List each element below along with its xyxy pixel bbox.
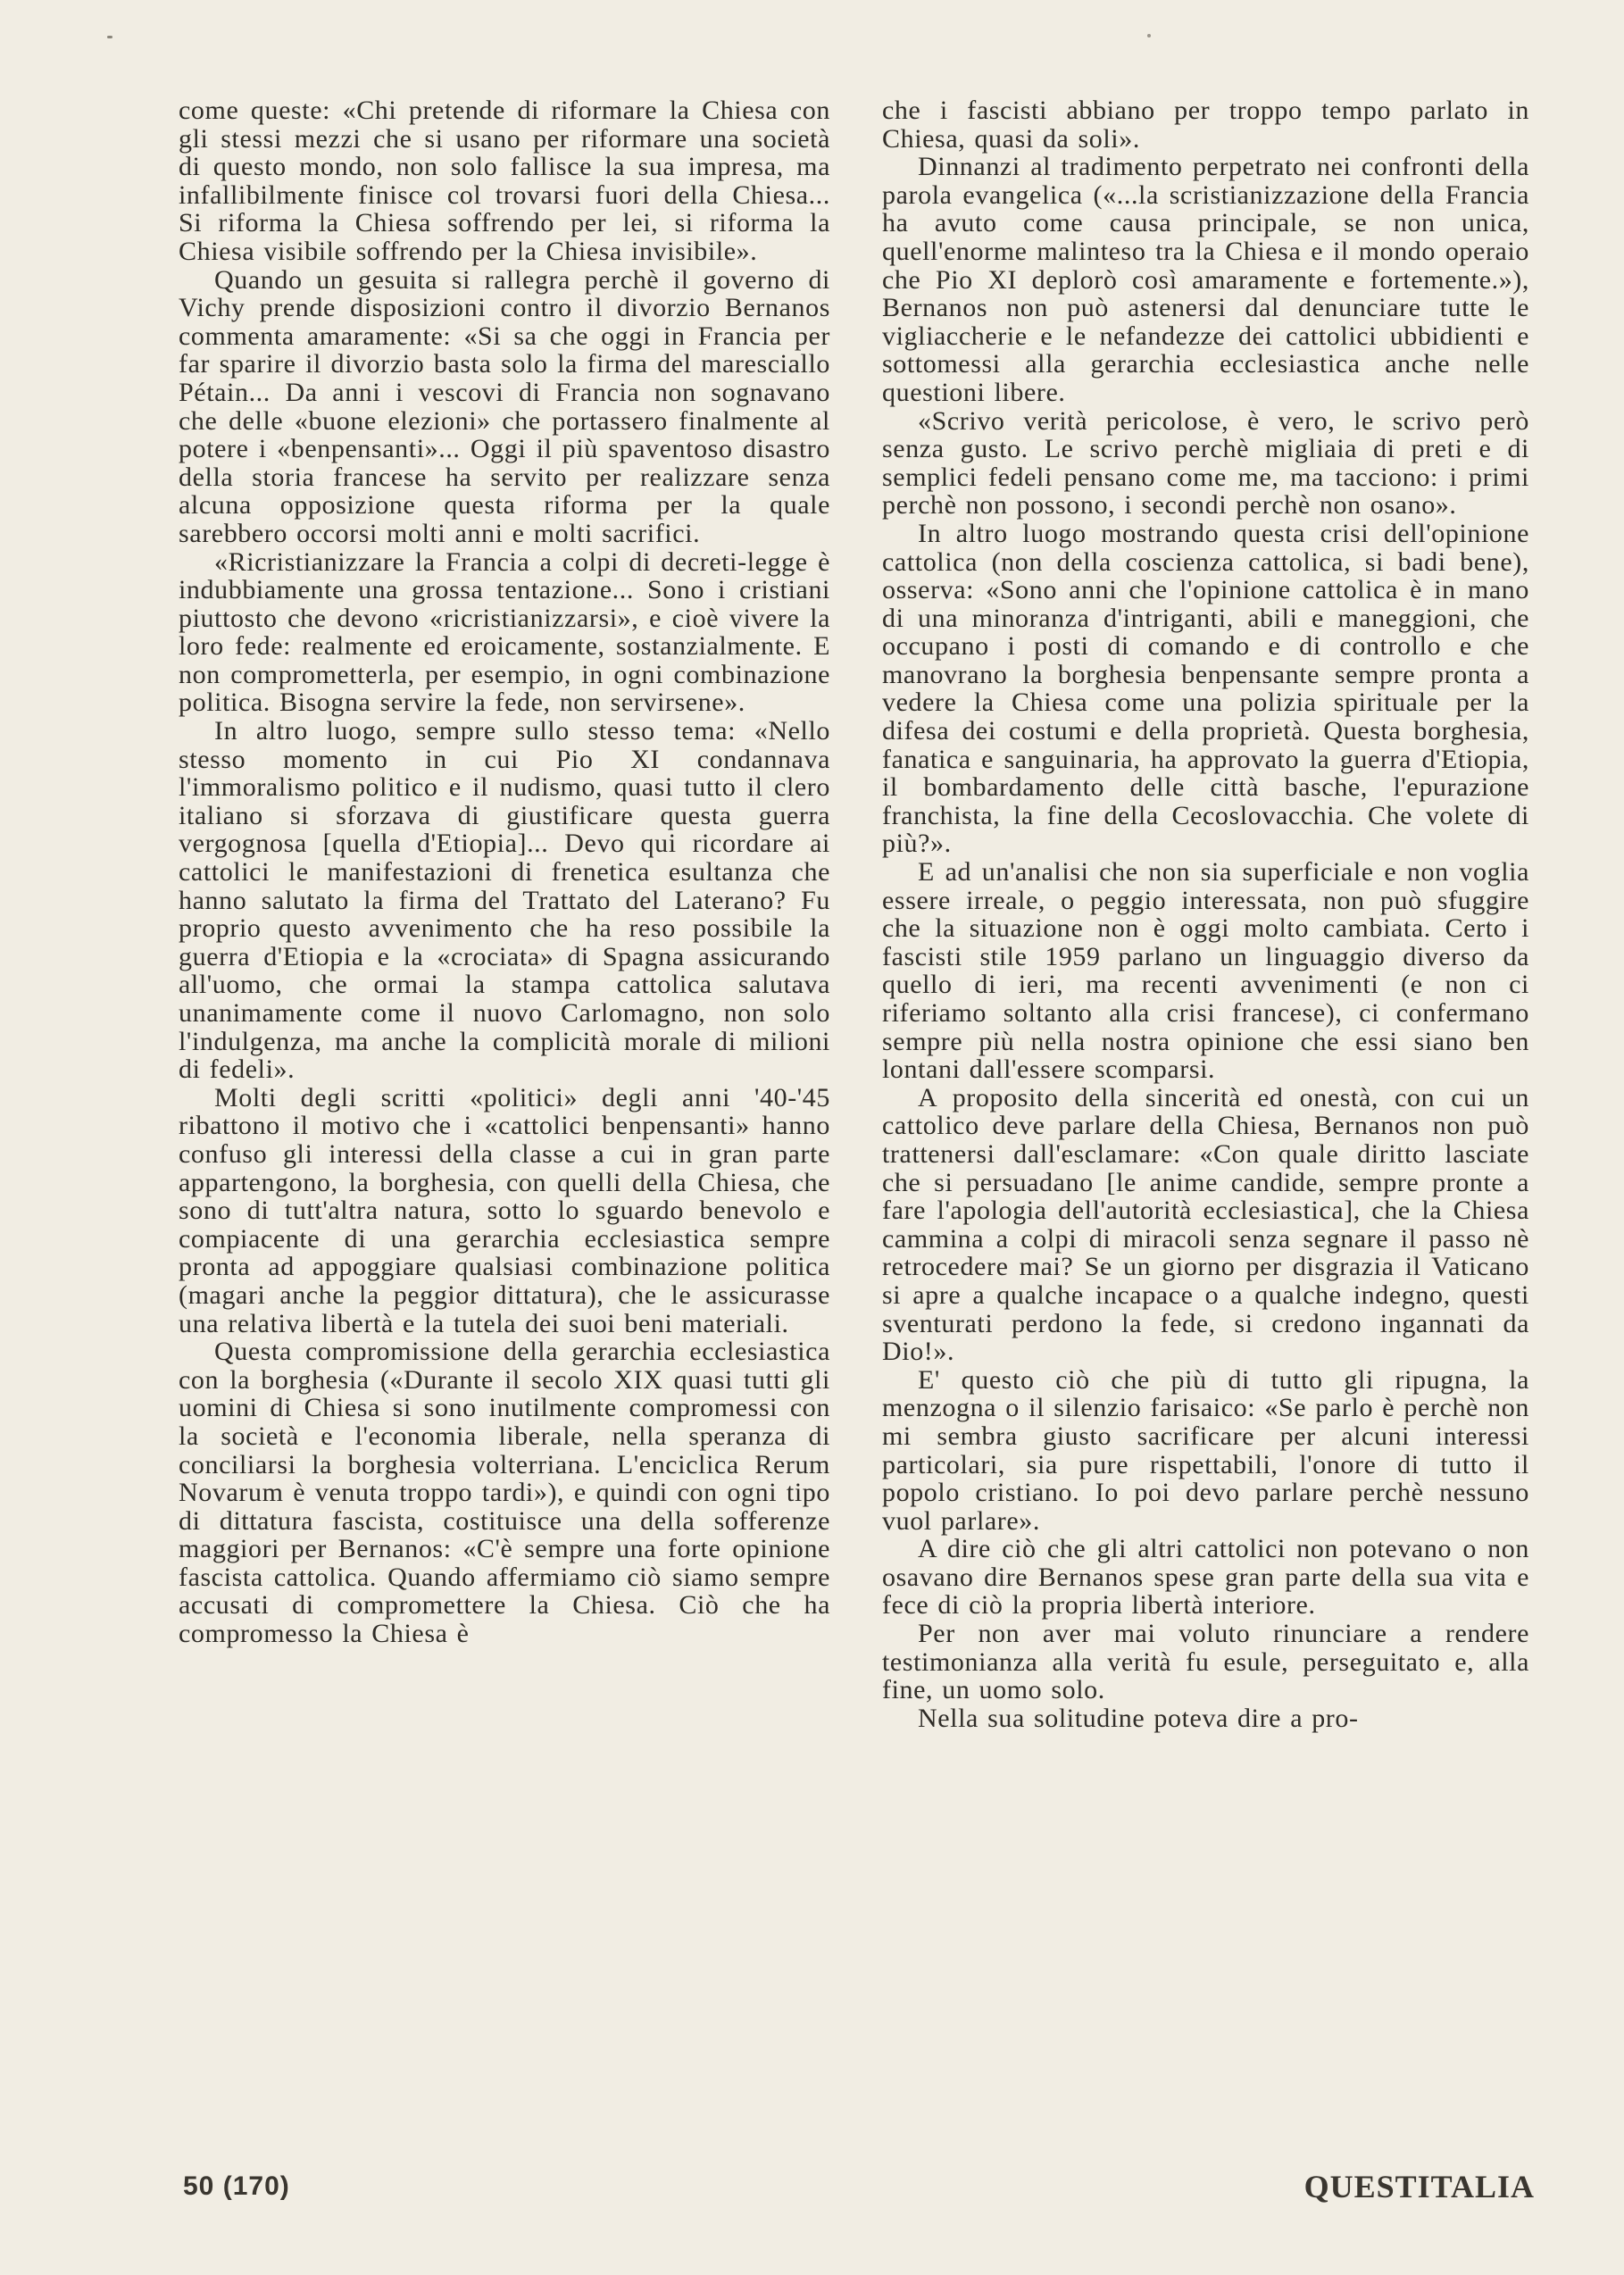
- paragraph: Per non aver mai voluto rinunciare a rendere testimonianza alla verità fu esule, perseguitato e, alla fine, un uomo solo.: [882, 1619, 1529, 1705]
- right-column: [882, 96, 1529, 1732]
- paragraph: A dire ciò che gli altri cattolici non potevano o non osavano dire Bernanos spese gran parte della sua vita e fece di ciò la propria libertà interiore.: [882, 1534, 1529, 1621]
- paragraph: In altro luogo mostrando questa crisi dell'opinione cattolica (non della coscienza cattolica, si badi bene), osserva: «Sono anni che l'opinione cattolica è in mano di una minoranza d'intriganti, abili e maneggioni, che occupano i posti di comando e di controllo e che manovrano la borghesia benpensante sempre pronta a vedere la Chiesa come una polizia spirituale per la difesa dei costumi e della proprietà. Questa borghesia, fanatica e sanguinaria, ha approvato la guerra d'Etiopia, il bombardamento delle città basche, l'epurazione franchista, la fine della Cecoslovacchia. Che volete di più?».: [882, 518, 1529, 859]
- scan-speck: [107, 36, 112, 38]
- paragraph: che i fascisti abbiano per troppo tempo parlato in Chiesa, quasi da soli».: [882, 96, 1529, 154]
- paragraph: Quando un gesuita si rallegra perchè il governo di Vichy prende disposizioni contro il divorzio Bernanos commenta amaramente: «Si sa che oggi in Francia per far sparire il divorzio basta solo la firma del maresciallo Pétain... Da anni i vescovi di Francia non sognavano che delle «buone elezioni» che portassero finalmente al potere i «benpensanti»... Oggi il più spaventoso disastro della storia francese ha servito per realizzare senza alcuna opposizione questa riforma per la quale sarebbero occorsi molti anni e molti sacrifici.: [179, 264, 830, 548]
- paragraph: Nella sua solitudine poteva dire a pro-: [918, 1703, 1359, 1733]
- scan-speck: [1147, 34, 1151, 38]
- paragraph: Dinnanzi al tradimento perpetrato nei confronti della parola evangelica («...la scristianizzazione della Francia ha avuto come causa principale, se non unica, quell'enorme malinteso tra la Chiesa e il mondo operaio che Pio XI deplorò così amaramente e fortemente.»), Bernanos non può astenersi dal denunciare tutte le vigliaccherie e le nefandezze dei cattolici ubbidienti e sottomessi alla gerarchia ecclesiastica anche nelle questioni libere.: [882, 152, 1529, 407]
- paragraph: E' questo ciò che più di tutto gli ripugna, la menzogna o il silenzio farisaico: «Se parlo è perchè non mi sembra giusto sacrificare per alcuni interessi particolari, sia pure rispettabili, l'onore di tutto il popolo cristiano. Io poi devo parlare perchè nessuno vuol parlare».: [882, 1364, 1529, 1536]
- paragraph: E ad un'analisi che non sia superficiale e non voglia essere irreale, o peggio interessata, non può sfuggire che la situazione non è oggi molto cambiata. Certo i fascisti stile 1959 parlano un linguaggio diverso da quello di ieri, ma recenti avvenimenti (e non ci riferiamo soltanto alla crisi francese), ci confermano sempre più nella nostra opinione che essi siano ben lontani dall'essere scomparsi.: [882, 857, 1529, 1085]
- paragraph: «Scrivo verità pericolose, è vero, le scrivo però senza gusto. Le scrivo perchè migliaia di preti e di semplici fedeli pensano come me, ma tacciono: i primi perchè non possono, i secondi perchè non osano».: [882, 405, 1529, 521]
- magazine-name: QUESTITALIA: [1303, 2169, 1535, 2204]
- paragraph: «Ricristianizzare la Francia a colpi di decreti-legge è indubbiamente una grossa tentazione... Sono i cristiani piuttosto che devono «ricristianizzarsi», e cioè vivere la loro fede: realmente ed eroicamente, sostanzialmente. E non comprometterla, per esempio, in ogni combinazione politica. Bisogna servire la fede, non servirsene».: [179, 546, 830, 718]
- paragraph: Questa compromissione della gerarchia ecclesiastica con la borghesia («Durante il secolo XIX quasi tutti gli uomini di Chiesa si sono inutilmente compromessi con la società e l'economia liberale, nella speranza di conciliarsi la borghesia volterriana. L'enciclica Rerum Novarum è venuta troppo tardi»), e quindi con ogni tipo di dittatura fascista, costituisce una della sofferenze maggiori per Bernanos: «C'è sempre una forte opinione fascista cattolica. Quando affermiamo ciò siamo sempre accusati di compromettere la Chiesa. Ciò che ha compromesso la Chiesa è: [179, 1337, 830, 1649]
- paragraph: A proposito della sincerità ed onestà, con cui un cattolico deve parlare della Chiesa, Bernanos non può trattenersi dall'esclamare: «Con quale diritto lasciate che si persuadano [le anime candide, sempre pronte a fare l'apologia dell'autorità ecclesiastica], che la Chiesa cammina a colpi di miracoli senza segnare il passo nè retrocedere mai? Se un giorno per disgrazia il Vaticano si apre a qualche incapace o a qualche indegno, questi sventurati perdono la fede, si credono ingannati da Dio!».: [882, 1082, 1529, 1367]
- left-column: [179, 96, 830, 1648]
- paragraph: In altro luogo, sempre sullo stesso tema: «Nello stesso momento in cui Pio XI condannava l'immoralismo politico e il nudismo, quasi tutto il clero italiano si sforzava di giustificare questa guerra vergognosa [quella d'Etiopia]... Devo qui ricordare ai cattolici le manifestazioni di frenetica esultanza che hanno salutato la firma del Trattato del Laterano? Fu proprio questo avvenimento che ha reso possibile la guerra d'Etiopia e la «crociata» di Spagna assicurando all'uomo, che ormai la stampa cattolica salutava unanimamente come il nuovo Carlomagno, non solo l'indulgenza, ma anche la complicità morale di milioni di fedeli».: [179, 716, 830, 1085]
- page-number: 50 (170): [183, 2171, 290, 2201]
- paragraph: Molti degli scritti «politici» degli anni '40-'45 ribattono il motivo che i «cattolici benpensanti» hanno confuso gli interessi della classe a cui in gran parte appartengono, la borghesia, con quelli della Chiesa, che sono di tutt'altra natura, sotto lo sguardo benevolo e compiacente di una gerarchia ecclesiastica sempre pronta ad appoggiare qualsiasi combinazione politica (magari anche la peggior dittatura), che le assicurasse una relativa libertà e la tutela dei suoi beni materiali.: [179, 1082, 830, 1338]
- paragraph: come queste: «Chi pretende di riformare la Chiesa con gli stessi mezzi che si usano per riformare una società di questo mondo, non solo fallisce la sua impresa, ma infallibilmente finisce col trovarsi fuori della Chiesa... Si riforma la Chiesa soffrendo per lei, si riforma la Chiesa visibile soffrendo per la Chiesa invisibile».: [179, 96, 830, 266]
